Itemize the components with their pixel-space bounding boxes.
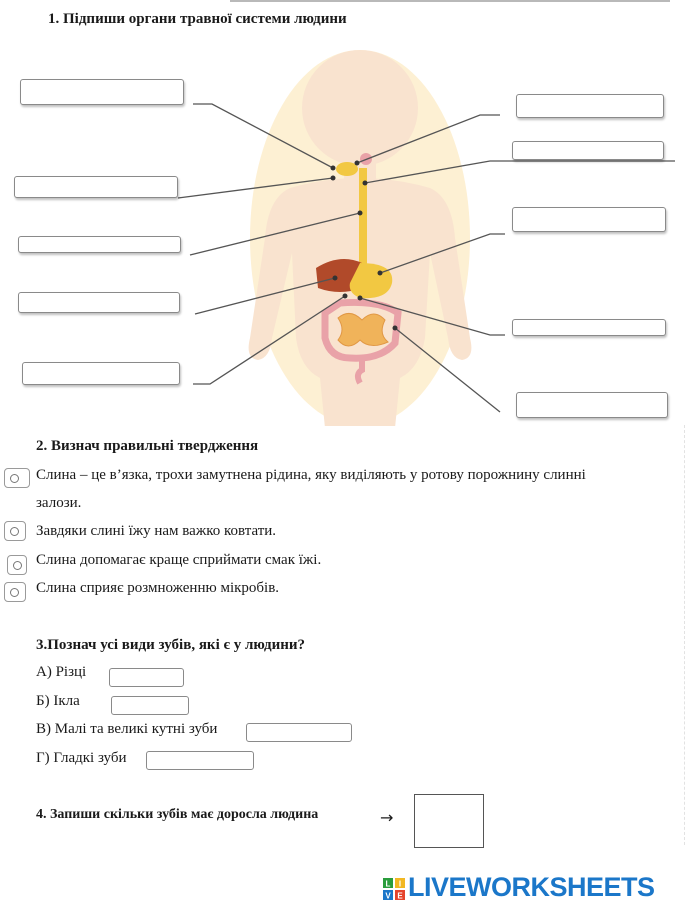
statement-4-radio[interactable] — [4, 582, 26, 602]
organ-label-input-left-4[interactable] — [18, 292, 180, 313]
logo-mark-letter-i: I — [398, 879, 402, 889]
salivary-gland — [336, 162, 358, 176]
logo-mark-letter-v: V — [385, 891, 391, 900]
statement-2-text: Завдяки слині їжу нам важко ковтати. — [36, 523, 277, 539]
teeth-count-input[interactable] — [414, 794, 484, 848]
organ-label-input-right-4[interactable] — [512, 319, 666, 336]
organ-label-input-right-5[interactable] — [516, 392, 668, 418]
page-edge — [684, 425, 685, 845]
molars-input[interactable] — [246, 723, 352, 742]
incisors-input[interactable] — [109, 668, 184, 687]
organ-label-input-left-5[interactable] — [22, 362, 180, 385]
tooth-option-canines: Б) Ікла — [36, 693, 80, 709]
top-divider — [230, 0, 670, 2]
tooth-option-molars: В) Малі та великі кутні зуби — [36, 721, 218, 737]
statement-1-line2: залози. — [36, 495, 82, 511]
arrow-right-icon: → — [380, 808, 394, 827]
liveworksheets-logo: LIVEWORKSHEETS — [408, 872, 655, 902]
task3-title: 3.Познач усі види зубів, які є у людини? — [36, 637, 306, 653]
statement-4-text: Слина сприяє розмноженню мікробів. — [36, 580, 280, 596]
liveworksheets-logo-icon — [383, 878, 405, 900]
organ-label-input-right-2[interactable] — [512, 141, 664, 160]
task4-title: 4. Запиши скільки зубів має доросла людина — [36, 807, 319, 822]
organ-label-input-right-3[interactable] — [512, 207, 666, 232]
organ-label-input-left-2[interactable] — [14, 176, 178, 198]
tooth-option-incisors: А) Різці — [36, 664, 87, 680]
task1-title: 1. Підпиши органи травної системи людини — [48, 11, 347, 27]
statement-2-radio[interactable] — [4, 521, 26, 541]
logo-mark-letter-e: E — [397, 891, 403, 900]
organ-label-input-left-3[interactable] — [18, 236, 181, 253]
organ-label-input-left-1[interactable] — [20, 79, 184, 105]
logo-mark-letter-l: L — [385, 879, 391, 889]
smooth-teeth-input[interactable] — [146, 751, 254, 770]
statement-3-radio[interactable] — [7, 555, 27, 575]
organ-label-input-right-1[interactable] — [516, 94, 664, 118]
statement-1-radio[interactable] — [4, 468, 30, 488]
statement-1-line1: Слина – це в’язка, трохи замутнена рідина, яку виділяють у ротову порожнину слинні — [36, 467, 586, 483]
task2-title: 2. Визнач правильні твердження — [36, 438, 259, 454]
statement-3-text: Слина допомагає краще сприймати смак їжі. — [36, 552, 322, 568]
tooth-option-smooth: Г) Гладкі зуби — [36, 750, 127, 766]
canines-input[interactable] — [111, 696, 189, 715]
